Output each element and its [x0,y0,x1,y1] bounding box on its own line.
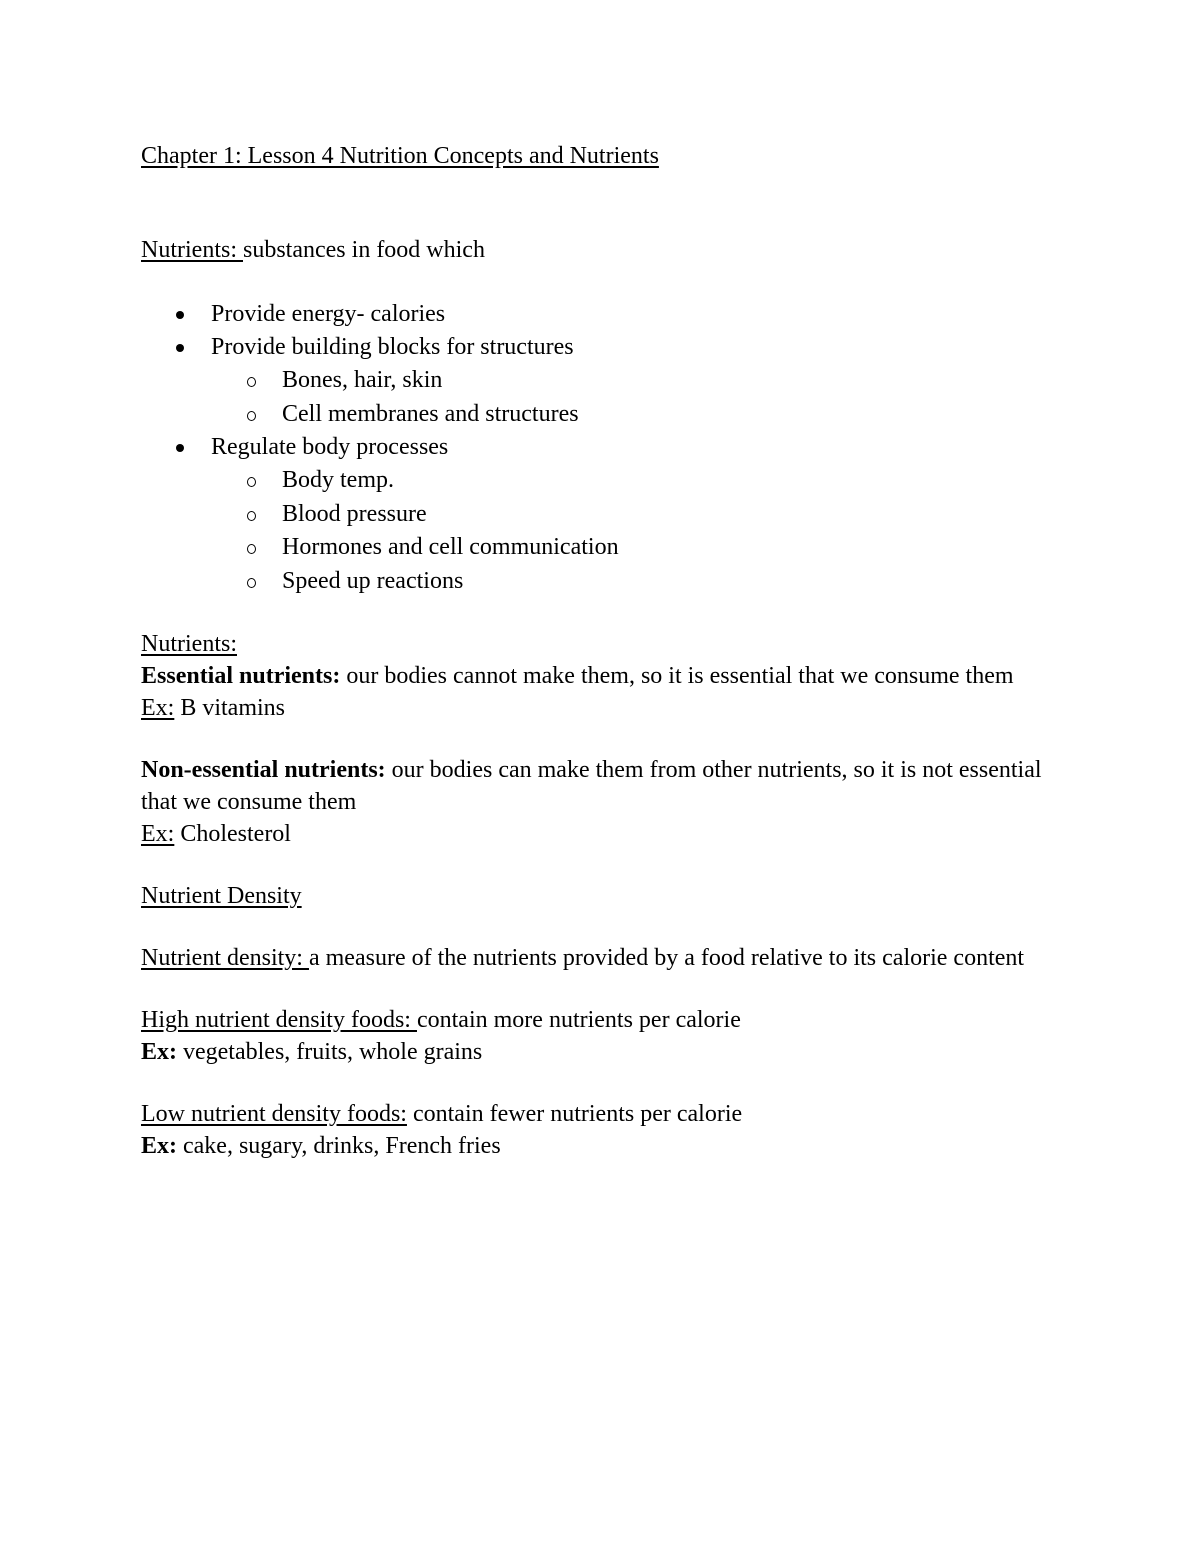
list-item-text: Provide energy- calories [211,301,446,327]
nutrients-heading: Nutrients: [141,631,237,657]
non-essential-example [141,818,1061,850]
example-value: cake, sugary, drinks, French fries [177,1133,501,1159]
nutrient-density-term: Nutrient density: [141,945,309,971]
sub-list-item [211,498,1061,532]
essential-nutrients-text: our bodies cannot make them, so it is essential that we consume them [340,663,1014,689]
sub-list-item [211,565,1061,599]
example-value: vegetables, fruits, whole grains [177,1039,483,1065]
example-label: Ex: [141,1039,177,1065]
sub-list-item-text: Speed up reactions [282,567,464,594]
low-density-text: contain fewer nutrients per calorie [406,1101,743,1127]
list-item [141,431,1061,598]
example-value: Cholesterol [174,821,291,847]
circle-bullet-icon [247,511,256,521]
sub-list-item-text: Bones, hair, skin [282,367,443,393]
circle-bullet-icon [247,377,256,387]
bullet-icon [176,344,184,352]
circle-bullet-icon [247,477,256,487]
nutrient-density-text: a measure of the nutrients provided by a food relative to its calorie content [308,945,1025,971]
high-density-example [141,1036,1061,1068]
low-density-definition [141,1098,1061,1130]
non-essential-nutrients-term: Non-essential nutrients: [141,757,386,783]
list-item-text: Regulate body processes [211,434,449,460]
sub-list-item [211,531,1061,565]
circle-bullet-icon [247,411,256,421]
sub-list-item-text: Cell membranes and structures [282,400,579,427]
essential-nutrients-definition [141,660,1061,692]
nutrients-intro [141,234,1061,266]
nutrient-density-definition [141,942,1061,974]
nutrient-density-heading: Nutrient Density [141,883,302,909]
circle-bullet-icon [247,544,256,554]
bullet-icon [176,444,184,452]
non-essential-nutrients-definition [141,754,1061,818]
high-density-definition [141,1004,1061,1036]
example-label: Ex: [141,695,175,721]
non-essential-nutrients-text: our bodies can make them from other nutrients, so it is not essential that we consume them [141,757,1042,815]
list-item [141,298,1061,331]
sub-list-item-text: Body temp. [282,467,394,493]
list-item-text: Provide building blocks for structures [211,334,574,360]
sub-list-item [211,398,1061,432]
high-density-text: contain more nutrients per calorie [416,1007,741,1033]
sub-list [211,464,1061,598]
sub-list-item-text: Hormones and cell communication [282,534,619,560]
nutrients-definition: substances in food which [243,237,485,263]
nutrient-functions-list [141,298,1061,598]
example-label: Ex: [141,821,175,847]
document-page [141,140,1061,1162]
sub-list-item [211,464,1061,498]
low-density-example [141,1130,1061,1162]
circle-bullet-icon [247,578,256,588]
bullet-icon [176,311,184,319]
page-title: Chapter 1: Lesson 4 Nutrition Concepts and Nutrients [141,143,659,169]
sub-list-item [211,364,1061,398]
nutrients-term: Nutrients: [141,237,243,263]
sub-list-item-text: Blood pressure [282,500,427,527]
low-density-term: Low nutrient density foods: [141,1101,407,1127]
essential-example [141,692,1061,724]
sub-list [211,364,1061,431]
example-label: Ex: [141,1133,177,1159]
example-value: B vitamins [174,695,285,721]
list-item [141,331,1061,431]
high-density-term: High nutrient density foods: [141,1007,417,1033]
essential-nutrients-term: Essential nutrients: [141,663,341,689]
